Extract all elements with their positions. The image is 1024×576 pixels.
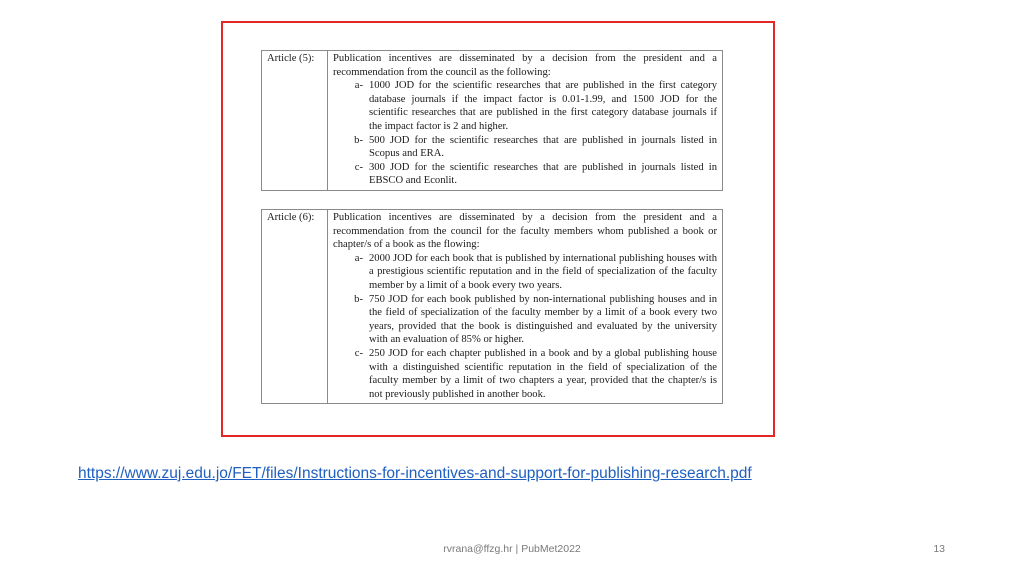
- item-letter: c-: [354, 161, 363, 173]
- article-6-intro: Publication incentives are disseminated by a decision from the president and a recommendation from the council for the faculty members whom published a book or chapter/s of a book as the flowing:: [333, 212, 717, 251]
- list-item: [333, 252, 717, 293]
- document-excerpt-frame: [221, 21, 775, 437]
- list-item: [333, 79, 717, 133]
- page-number: 13: [933, 543, 945, 555]
- item-text: 750 JOD for each book published by non-international publishing houses and in the field of specialization of the faculty member by a limit of a book every two years, provided that the book is distinguished and evaluated by the university with an evaluation of 85% or higher.: [369, 293, 717, 346]
- table-row: [262, 51, 723, 191]
- item-text: 1000 JOD for the scientific researches that are published in the first category database journals if the impact factor is 0.01-1.99, and 1500 JOD for the scientific researches that are published in the first category database journals if the impact factor is 2 and higher.: [369, 80, 717, 132]
- list-item: [333, 161, 717, 188]
- article-5-label: Article (5):: [262, 51, 328, 191]
- item-text: 500 JOD for the scientific researches that are published in journals listed in Scopus and ERA.: [369, 134, 717, 160]
- table-row: [262, 210, 723, 404]
- list-item: [333, 134, 717, 161]
- item-text: 300 JOD for the scientific researches that are published in journals listed in EBSCO and Econlit.: [369, 161, 717, 187]
- article-6-content: [328, 210, 723, 404]
- source-link[interactable]: https://www.zuj.edu.jo/FET/files/Instructions-for-incentives-and-support-for-publishing-research.pdf: [78, 465, 752, 482]
- item-text: 250 JOD for each chapter published in a book and by a global publishing house with a distinguished scientific reputation in the field of specialization of the faculty member by a limit of two chapters a year, provided that the chapter/s is not previously published in another book.: [369, 347, 717, 400]
- article-5-intro: Publication incentives are disseminated by a decision from the president and a recommendation from the council as the following:: [333, 53, 717, 78]
- item-letter: b-: [354, 134, 363, 146]
- item-letter: b-: [354, 293, 363, 305]
- item-letter: a-: [354, 80, 363, 92]
- article-5-table: [261, 50, 723, 191]
- article-5-content: [328, 51, 723, 191]
- list-item: [333, 347, 717, 401]
- slide-footer: rvrana@ffzg.hr | PubMet2022: [443, 543, 581, 555]
- item-letter: a-: [354, 252, 363, 264]
- article-6-table: [261, 209, 723, 404]
- list-item: [333, 293, 717, 347]
- article-6-label: Article (6):: [262, 210, 328, 404]
- item-letter: c-: [354, 347, 363, 359]
- item-text: 2000 JOD for each book that is published by international publishing houses with a prestigious scientific reputation and in the field of specialization of the faculty member by a limit of a book every two years.: [369, 252, 717, 291]
